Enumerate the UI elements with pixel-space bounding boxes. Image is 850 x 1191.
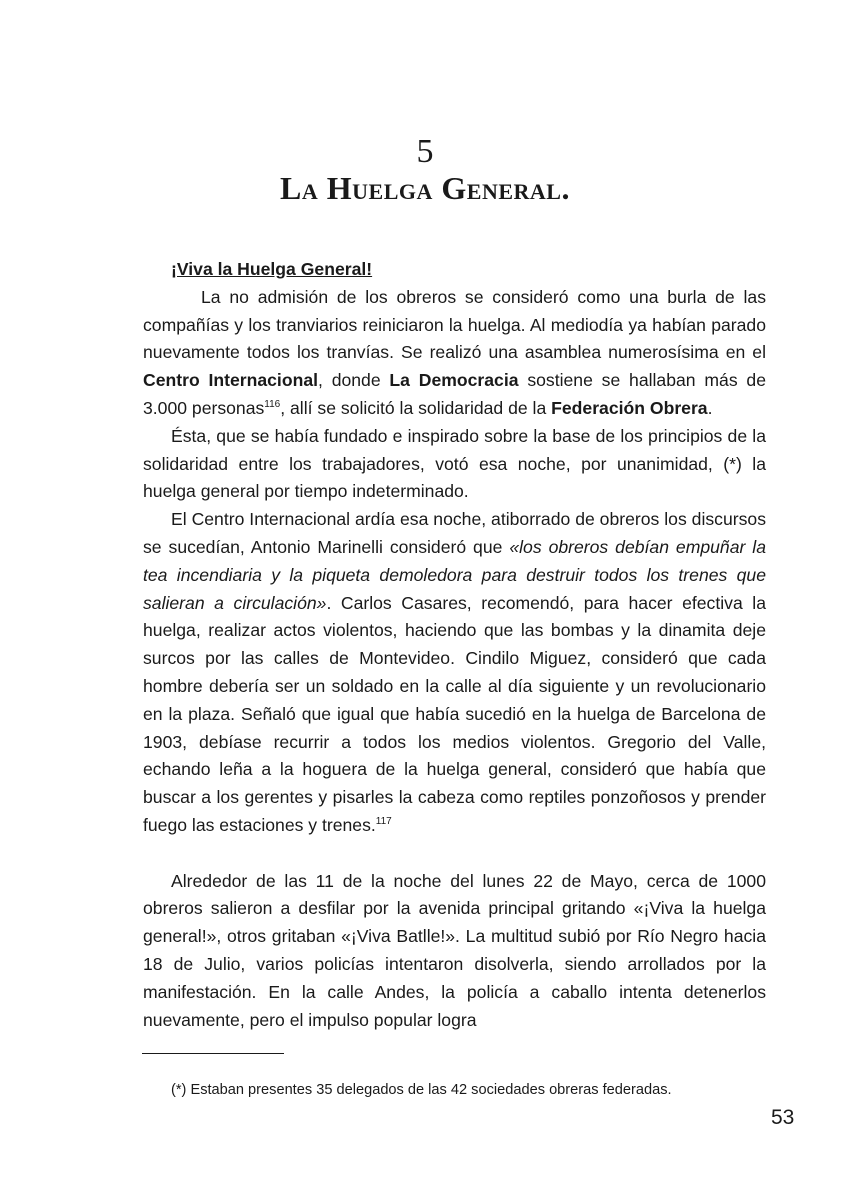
body-text	[143, 256, 766, 1034]
la-democracia-bold: La Democracia	[389, 370, 519, 391]
marinelli-quote: «los obreros debían empuñar la tea incendiaria y la piqueta demoledora para destruir todos los trenes que salieran a circulación»	[143, 536, 766, 613]
paragraph-1-text-1: La no admisión de los obreros se consideró como una burla de las compañías y los tranviarios reiniciaron la huelga. Al mediodía ya habían parado nuevamente todos los tranvías. Se realizó una asamblea numerosísima en el	[143, 286, 766, 363]
paragraph-spacer	[143, 840, 766, 868]
federacion-obrera-bold: Federación Obrera	[551, 397, 708, 418]
page-number: 53	[771, 1106, 795, 1129]
paragraph-4: Alrededor de las 11 de la noche del lunes 22 de Mayo, cerca de 1000 obreros salieron a desfilar por la avenida principal gritando «¡Viva la huelga general!», otros gritaban «¡Viva Batlle!». La multitud subió por Río Negro hacia 18 de Julio, varios policías intentaron disolverla, siendo arrollados por la manifestación. En la calle Andes, la policía a caballo intenta detenerlos nuevamente, pero el impulso popular logra	[143, 870, 766, 1030]
chapter-number: 5	[416, 133, 434, 170]
footnote-ref-117: 117	[375, 815, 392, 827]
footnote-ref-116: 116	[264, 398, 281, 410]
paragraph-3-text-2: . Carlos Casares, recomendó, para hacer efectiva la huelga, realizar actos violentos, haciendo que las bombas y la dinamita deje surcos por las calles de Montevideo. Cindilo Miguez, consideró que cada hombre debería ser un soldado en la calle al día siguiente y un revolucionario en la plaza. Señaló que igual que había sucedió en la huelga de Barcelona de 1903, debíase recurrir a todos los medios violentos. Gregorio del Valle, echando leña a la hoguera de la huelga general, consideró que había que buscar a los gerentes y pisarles la cabeza como reptiles ponzoñosos y prender fuego las estaciones y trenes.	[143, 592, 766, 835]
chapter-title: La Huelga General.	[280, 170, 570, 206]
paragraph-1-text-4: , allí se solicitó la solidaridad de la	[280, 397, 552, 418]
footnote-divider	[142, 1053, 284, 1054]
paragraph-3	[143, 506, 766, 840]
paragraph-2: Ésta, que se había fundado e inspirado sobre la base de los principios de la solidaridad entre los trabajadores, votó esa noche, por unanimidad, (*) la huelga general por tiempo indeterminado.	[143, 425, 766, 502]
section-heading: ¡Viva la Huelga General!	[171, 259, 373, 279]
paragraph-1-text-2: , donde	[318, 370, 390, 391]
centro-internacional-bold: Centro Internacional	[143, 370, 318, 391]
paragraph-1-text-5: .	[707, 397, 713, 418]
paragraph-1	[143, 284, 766, 423]
paragraph-3-text-1: El Centro Internacional ardía esa noche, atiborrado de obreros los discursos se sucedían, Antonio Marinelli consideró que	[143, 509, 766, 557]
paragraph-1-text-3: sostiene se hallaban más de 3.000 personas	[143, 370, 766, 418]
footnote: (*) Estaban presentes 35 delegados de las 42 sociedades obreras federadas.	[171, 1082, 672, 1098]
